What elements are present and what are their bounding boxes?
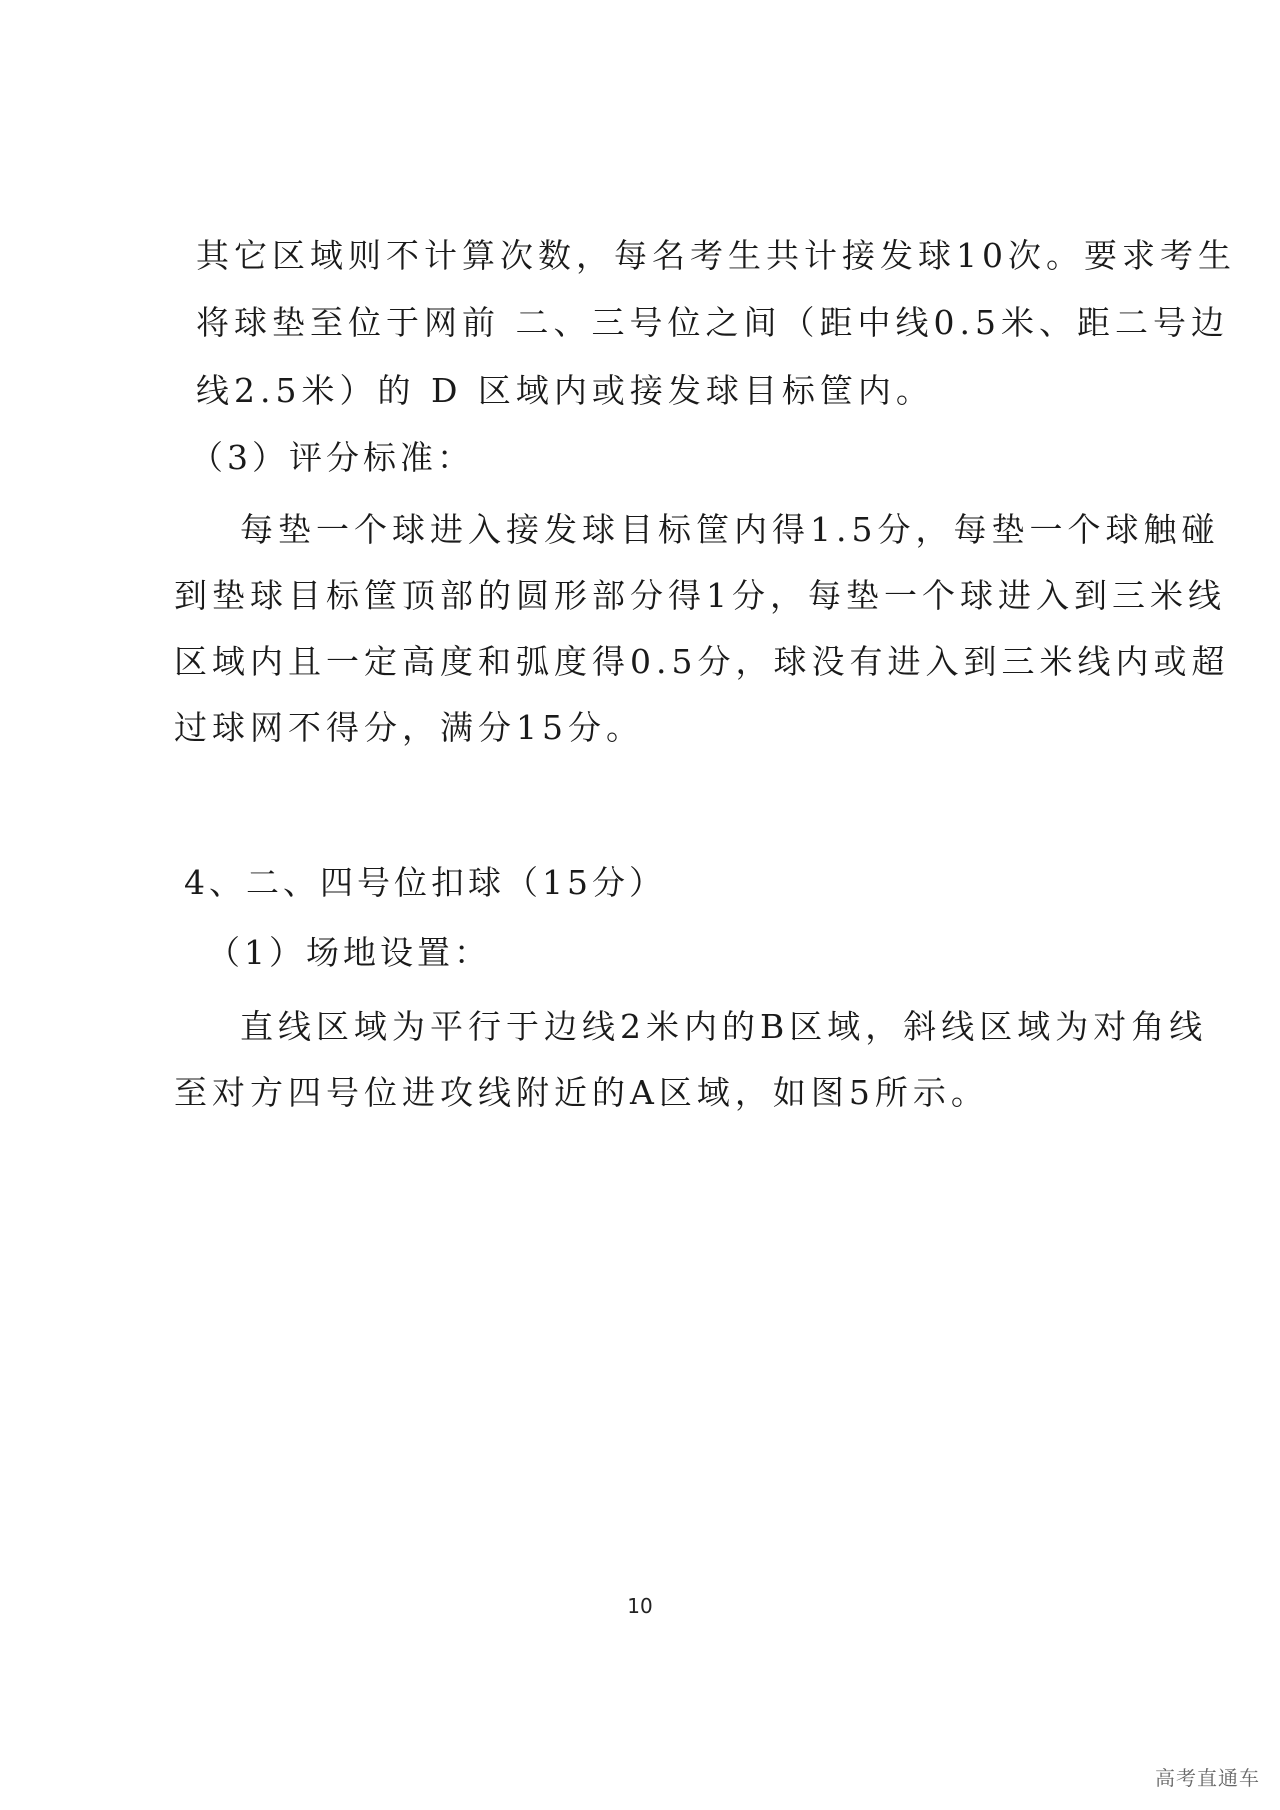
section-heading-spike: 4、二、四号位扣球（15分） <box>184 863 666 902</box>
paragraph-line-3: 线2.5米）的 D 区域内或接发球目标筐内。 <box>196 371 934 410</box>
watermark-text: 高考直通车 <box>1155 1766 1260 1790</box>
paragraph-line-6: 到垫球目标筐顶部的圆形部分得1分，每垫一个球进入到三米线 <box>174 576 1226 615</box>
paragraph-line-5: 每垫一个球进入接发球目标筐内得1.5分，每垫一个球触碰 <box>240 510 1220 549</box>
paragraph-line-11: 直线区域为平行于边线2米内的B区域，斜线区域为对角线 <box>240 1007 1208 1046</box>
paragraph-line-12: 至对方四号位进攻线附近的A区域，如图5所示。 <box>174 1073 989 1112</box>
section-heading-venue: （1）场地设置： <box>207 933 491 972</box>
page-number: 10 <box>627 1594 653 1618</box>
section-heading-scoring: （3）评分标准： <box>190 438 474 477</box>
paragraph-line-7: 区域内且一定高度和弧度得0.5分，球没有进入到三米线内或超 <box>174 642 1230 681</box>
paragraph-line-1: 其它区域则不计算次数，每名考生共计接发球10次。要求考生 <box>196 236 1236 275</box>
paragraph-line-2: 将球垫至位于网前 二、三号位之间（距中线0.5米、距二号边 <box>196 303 1229 342</box>
paragraph-line-8: 过球网不得分，满分15分。 <box>174 708 644 747</box>
